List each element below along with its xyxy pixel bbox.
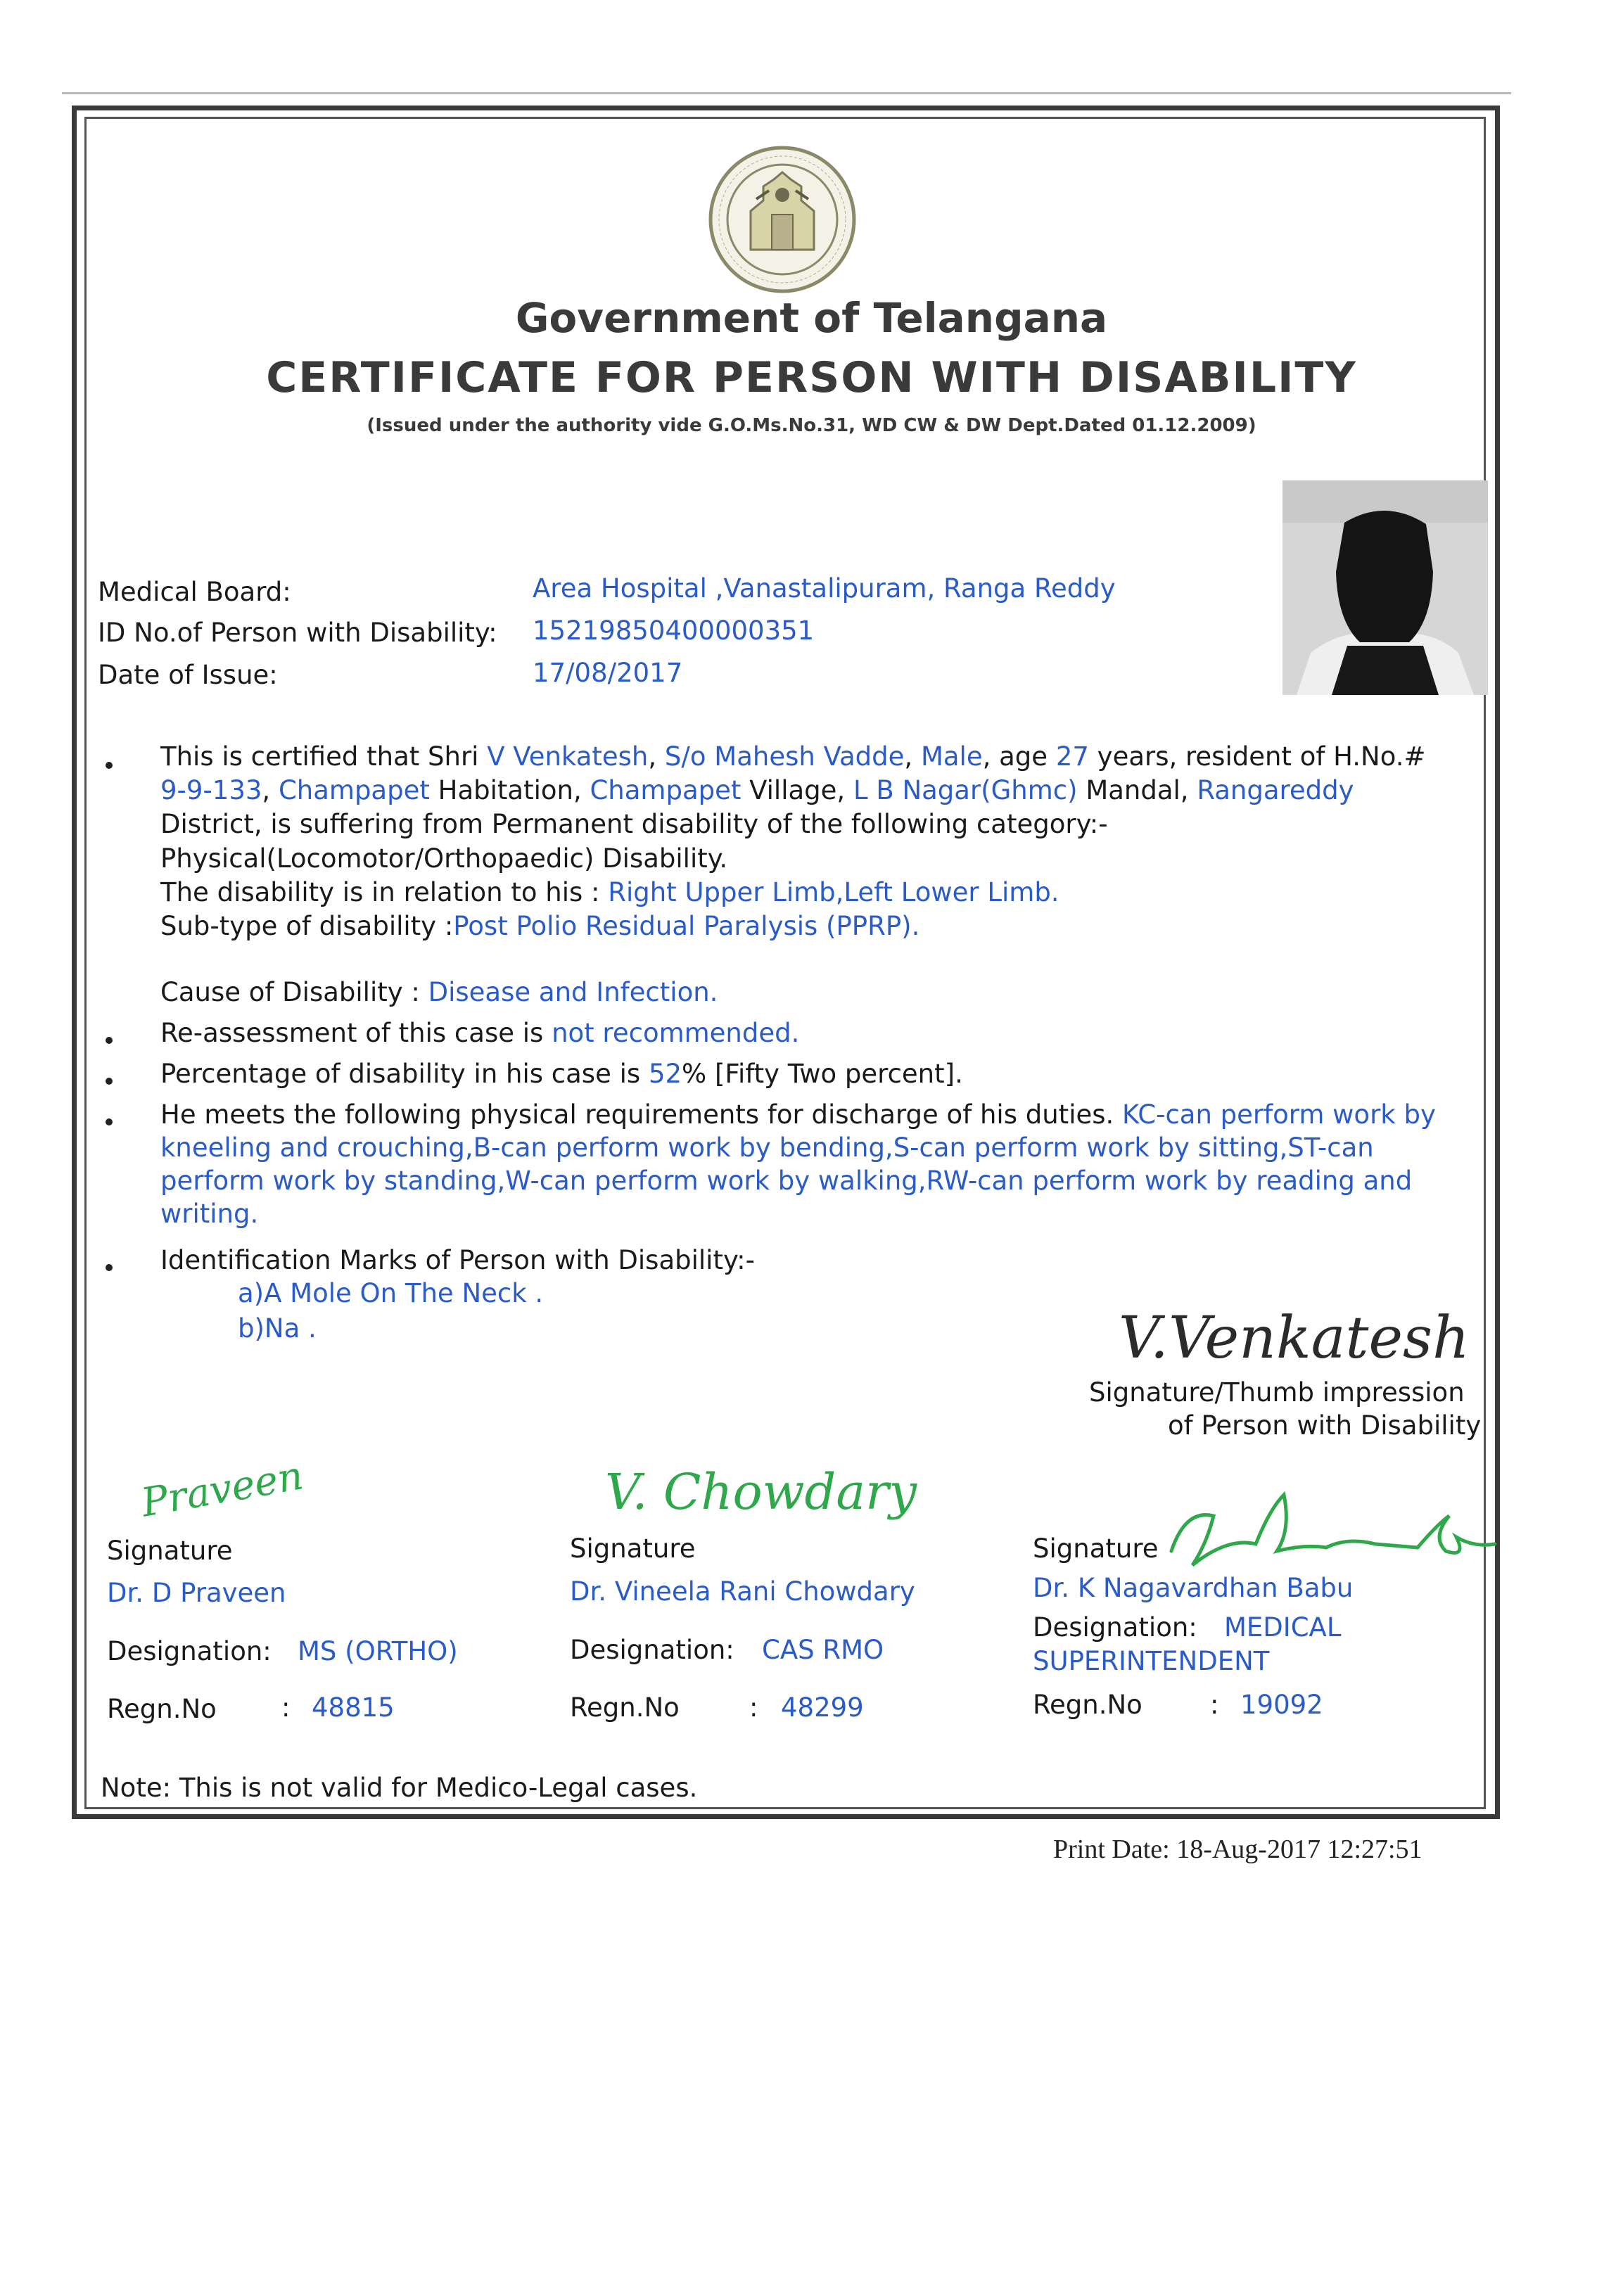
signatory-3-regn-colon: : [1210,1690,1219,1720]
age: 27 [1055,741,1089,772]
gender: Male [920,741,983,772]
parent-name: S/o Mahesh Vadde [664,741,905,772]
applicant-signature-caption-1: Signature/Thumb impression [1089,1377,1465,1408]
signatory-2-regn-colon: : [749,1692,758,1723]
signatory-2-regn-label: Regn.No [570,1692,680,1723]
date-of-issue-label: Date of Issue: [98,660,278,690]
signatory-1-regn: 48815 [312,1692,395,1723]
applicant-signature-caption-2: of Person with Disability [1168,1410,1482,1441]
bullet [106,1078,113,1085]
id-label: ID No.of Person with Disability: [98,618,497,648]
date-of-issue-value: 17/08/2017 [533,658,683,688]
certification-line-1: This is certified that Shri V Venkatesh, S/o Mahesh Vadde, Male, age 27 years, resident of H.No.# [160,741,1426,772]
signatory-1-regn-label: Regn.No [107,1694,217,1724]
signatory-1-designation: MS (ORTHO) [298,1636,458,1666]
house-number: 9-9-133 [160,775,262,805]
signatory-2-regn: 48299 [781,1692,864,1723]
applicant-photo [1283,480,1488,695]
certification-line-3: District, is suffering from Permanent disability of the following category:- [160,809,1108,839]
id-value: 15219850400000351 [533,616,815,646]
authority-line: (Issued under the authority vide G.O.Ms.No.31, WD CW & DW Dept.Dated 01.12.2009) [367,415,1256,436]
bullet [106,1264,113,1271]
certification-line-2: 9-9-133, Champapet Habitation, Champapet Village, L B Nagar(Ghmc) Mandal, Rangareddy [160,775,1354,805]
signatory-1-designation-label: Designation: [107,1636,272,1666]
signatory-2-handwriting: V. Chowdary [605,1463,917,1521]
signatory-2-designation-label: Designation: [570,1635,734,1665]
signatory-3-regn-label: Regn.No [1033,1690,1143,1720]
signatory-3-signature-label: Signature [1033,1533,1159,1564]
signatory-1-signature-label: Signature [107,1536,233,1566]
village: Champapet [590,775,742,805]
reassessment: Re-assessment of this case is not recommended. [160,1018,800,1048]
identification-mark-a: a)A Mole On The Neck . [238,1278,544,1308]
signatory-3-name: Dr. K Nagavardhan Babu [1033,1573,1354,1603]
validity-note: Note: This is not valid for Medico-Legal cases. [101,1773,698,1803]
medical-board-label: Medical Board: [98,577,291,607]
habitation: Champapet [278,775,430,805]
signatory-3-designation-line-1: MEDICAL [1224,1612,1342,1643]
district: Rangareddy [1197,775,1354,805]
applicant-signature: V.Venkatesh [1119,1305,1470,1372]
signatory-1-handwriting: Praveen [138,1453,307,1526]
signatory-2-name: Dr. Vineela Rani Chowdary [570,1576,915,1607]
person-name: V Venkatesh [487,741,649,772]
disability-percentage: Percentage of disability in his case is 52% [Fifty Two percent]. [160,1059,963,1089]
signatory-3-handwriting [1164,1467,1502,1579]
bullet [106,1118,113,1125]
disability-subtype: Sub-type of disability :Post Polio Residual Paralysis (PPRP). [160,911,920,941]
disability-category: Physical(Locomotor/Orthopaedic) Disability. [160,843,728,874]
bullet [106,762,113,769]
mandal: L B Nagar(Ghmc) [853,775,1078,805]
certificate-title: CERTIFICATE FOR PERSON WITH DISABILITY [266,353,1357,402]
identification-mark-b: b)Na . [238,1313,317,1344]
identification-marks-label: Identification Marks of Person with Disability:- [160,1245,755,1275]
signatory-2-designation: CAS RMO [762,1635,884,1665]
disability-relation: The disability is in relation to his : Right Upper Limb,Left Lower Limb. [160,877,1059,907]
print-date: Print Date: 18-Aug-2017 12:27:51 [1053,1835,1422,1864]
disability-cause: Cause of Disability : Disease and Infection. [160,977,718,1007]
physical-requirements: He meets the following physical requirements for discharge of his duties. KC-can perform work by kneeling and crouching,B-can perform work by bending,S-can perform work by sitting,ST-can perform work by standing,W-can perform work by walking,RW-can perform work by reading and writing. [160,1099,1436,1229]
signatory-3-designation-label: Designation: [1033,1612,1197,1643]
signatory-1-name: Dr. D Praveen [107,1578,286,1608]
government-heading: Government of Telangana [515,294,1108,342]
bullet [106,1037,113,1044]
medical-board-value: Area Hospital ,Vanastalipuram, Ranga Reddy [533,573,1116,604]
telangana-emblem-icon [707,144,858,295]
signatory-3-designation-line-2: SUPERINTENDENT [1033,1646,1270,1676]
signatory-3-regn: 19092 [1240,1690,1323,1720]
signatory-1-regn-colon: : [281,1692,291,1723]
top-rule [62,92,1511,94]
signatory-2-signature-label: Signature [570,1533,696,1564]
